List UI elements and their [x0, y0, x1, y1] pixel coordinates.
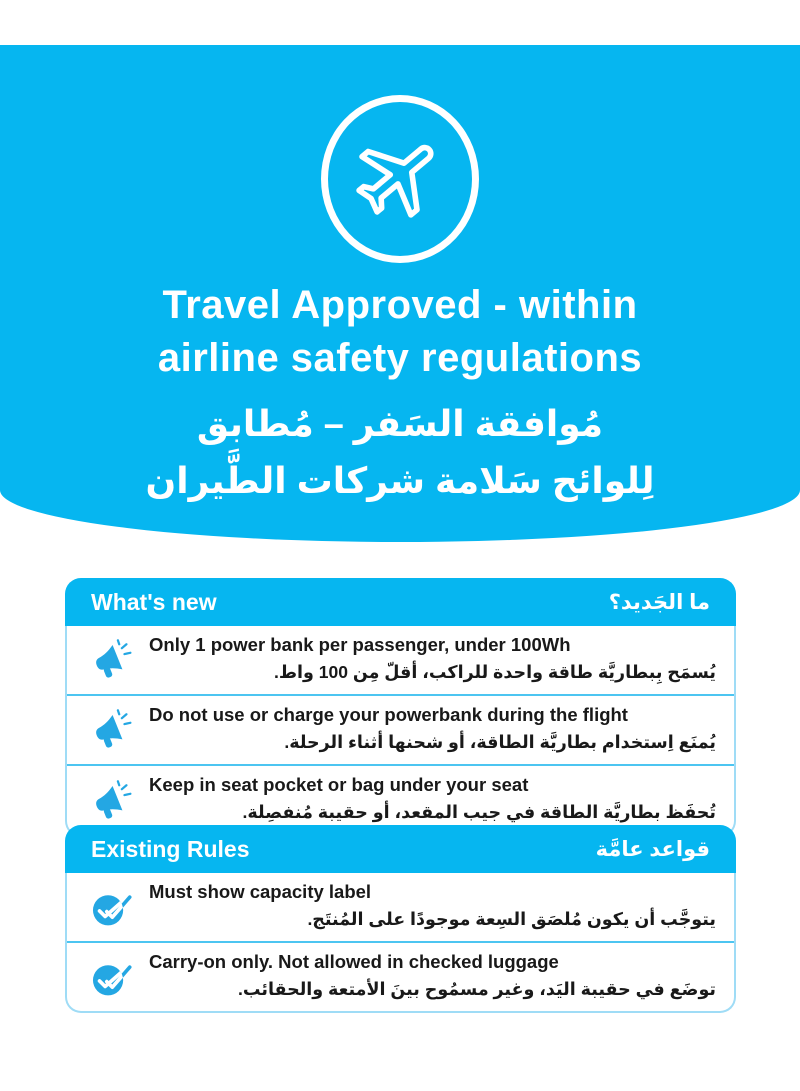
whats-new-header: [65, 578, 736, 626]
double-check-icon: [91, 956, 133, 998]
existing-rules-header: [65, 825, 736, 873]
megaphone-icon: [91, 709, 133, 751]
rule-text-en: Carry-on only. Not allowed in checked luggage: [149, 951, 559, 973]
hero-title-ar-line2: لِلوائح سَلامة شركات الطَّيران: [145, 460, 655, 502]
rule-text-ar: يتوجَّب أن يكون مُلصَق السِعة موجودًا على المُنتَج.: [307, 908, 716, 929]
megaphone-icon: [91, 639, 133, 681]
megaphone-icon: [91, 780, 133, 822]
hero-title-ar-line1: مُوافقة السَفر – مُطابق: [196, 402, 604, 444]
rule-text-ar: توضَع في حقيبة اليَد، وغير مسمُوح بينَ الأمتعة والحقائب.: [237, 979, 716, 1000]
hero-title-en-line2: airline safety regulations: [157, 335, 643, 380]
existing-rule-row: [67, 873, 734, 941]
whats-new-row: [67, 626, 734, 694]
airplane-icon: [352, 129, 448, 230]
rule-text-ar: تُحفَظ بطاريَّة الطاقة في جيب المقعد، أو حقيبة مُنفصِلة.: [242, 802, 716, 823]
airplane-badge: [321, 95, 479, 263]
existing-rule-row: [67, 941, 734, 1011]
rule-text-en: Must show capacity label: [149, 881, 372, 902]
hero-title-en: [0, 279, 800, 385]
whats-new-card: [65, 578, 736, 837]
rule-text-ar: يُمنَع اِستخدام بطاريَّة الطاقة، أو شحنها أثناء الرحلة.: [284, 732, 716, 753]
rule-text-en: Do not use or charge your powerbank during the flight: [149, 704, 628, 726]
double-check-icon: [91, 886, 133, 928]
hero-title-ar: [0, 395, 800, 510]
whats-new-row: [67, 694, 734, 764]
existing-rules-body: [65, 873, 736, 1013]
rule-text-en: Keep in seat pocket or bag under your seat: [149, 774, 529, 796]
existing-rules-card: [65, 825, 736, 1013]
hero-title-en-line1: Travel Approved - within: [162, 283, 638, 327]
hero-banner: [0, 45, 800, 542]
existing-rules-title-ar: قواعد عامَّة: [595, 837, 710, 861]
whats-new-title-ar: ما الجَديد؟: [608, 590, 710, 614]
whats-new-title-en: What's new: [91, 588, 217, 615]
whats-new-body: [65, 626, 736, 837]
rule-text-en: Only 1 power bank per passenger, under 100Wh: [149, 634, 571, 655]
rule-text-ar: يُسمَح بِبطاريَّة طاقة واحدة للراكب، أقلّ مِن 100 واط.: [274, 661, 716, 682]
existing-rules-title-en: Existing Rules: [91, 835, 250, 862]
